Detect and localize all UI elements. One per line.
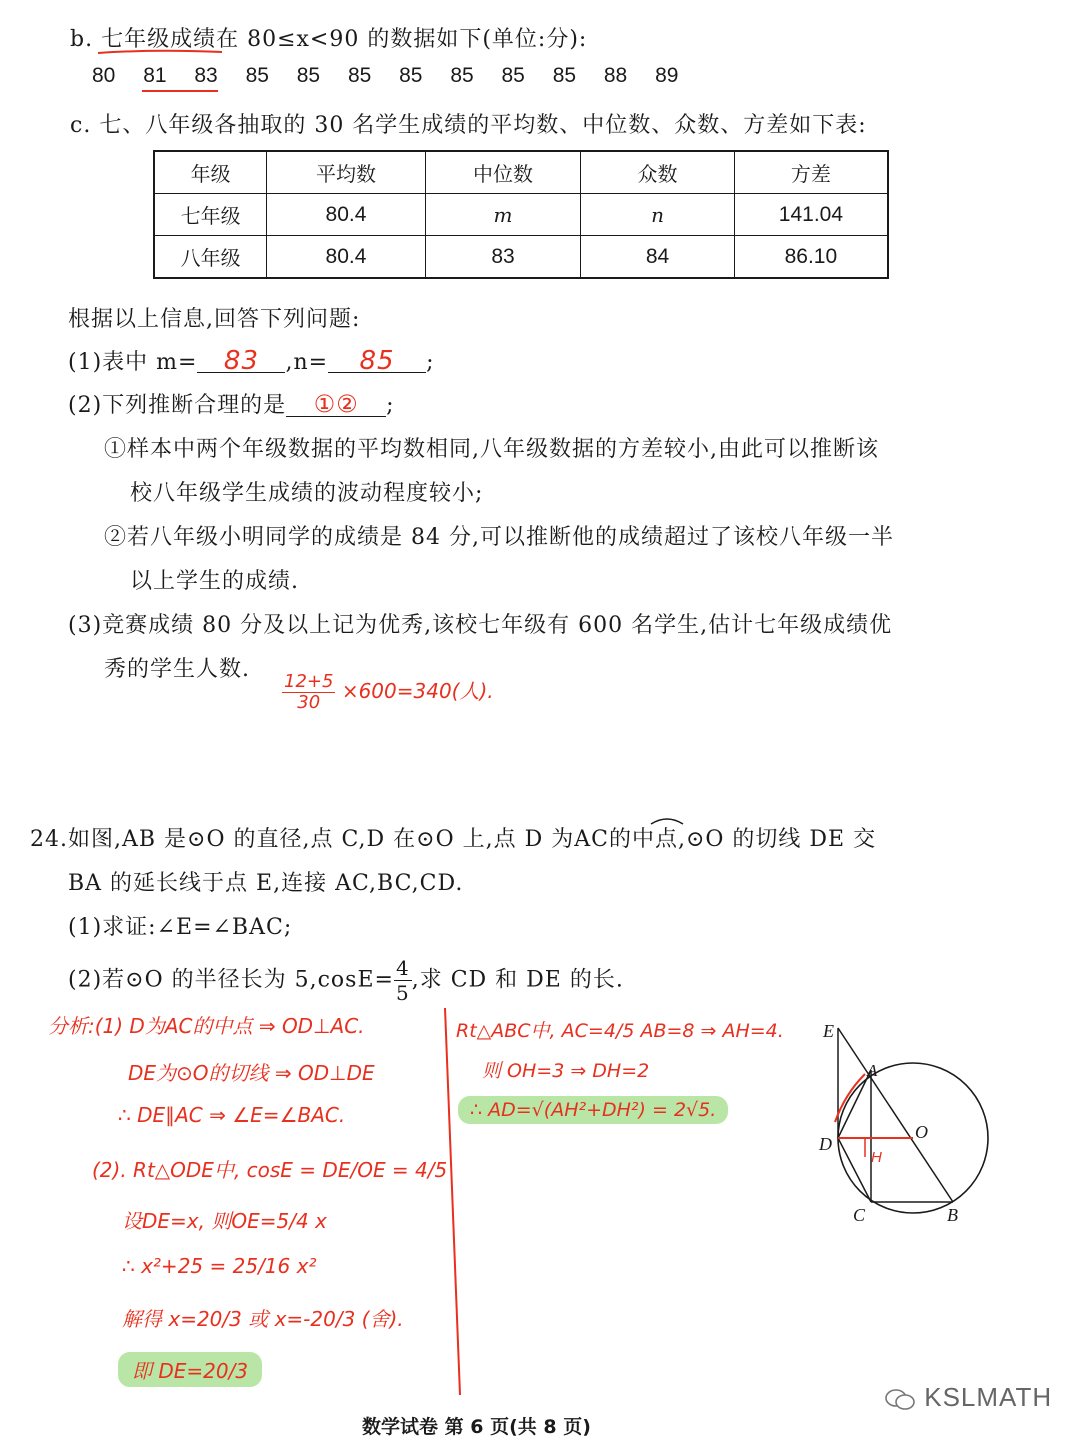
table-header: 平均数 [267, 151, 426, 194]
cos-denominator: 5 [395, 981, 410, 1005]
problem-24-line2: BA 的延长线于点 E,连接 AC,BC,CD. [68, 871, 464, 896]
option-1-line1: ①样本中两个年级数据的平均数相同,八年级数据的方差较小,由此可以推断该 [104, 437, 879, 462]
cos-fraction [394, 956, 412, 1005]
table-cell: 86.10 [734, 236, 888, 279]
solution-left-line: 设DE=x, 则OE=5/4 x [122, 1209, 327, 1233]
data-value: 85 [347, 64, 372, 87]
data-value: 85 [245, 64, 269, 87]
option-2-line2: 以上学生的成绩. [130, 569, 299, 594]
q1-prefix: (1)表中 m= [68, 350, 198, 375]
stats-table [153, 150, 889, 279]
question-1 [68, 345, 434, 376]
watermark [884, 1382, 1052, 1413]
chord-cd [838, 1138, 871, 1202]
option-1-line2: 校八年级学生成绩的波动程度较小; [130, 481, 484, 506]
part-c-line [70, 108, 867, 139]
q3-fraction-denominator: 30 [297, 692, 321, 713]
q2-end: ; [386, 393, 395, 418]
m-answer-blank [197, 346, 285, 376]
solution-left-line: ∴ x²+25 = 25/16 x² [122, 1254, 317, 1278]
table-cell: 141.04 [734, 194, 888, 236]
data-value: 89 [655, 64, 679, 87]
q1-mid: ,n= [285, 350, 329, 375]
table-header: 年级 [154, 151, 267, 194]
question-3-line1: (3)竞赛成绩 80 分及以上记为优秀,该校七年级有 600 名学生,估计七年级成绩优 [68, 613, 893, 638]
option-2-line1: ②若八年级小明同学的成绩是 84 分,可以推断他的成绩超过了该校八年级一半 [104, 525, 894, 550]
label-c: C [853, 1205, 866, 1225]
solution-left-final: 即 DE=20/3 [118, 1352, 262, 1387]
part-b-text: 七年级成绩在 80≤x<90 的数据如下(单位:分): [101, 27, 588, 52]
solution-left-line: DE为⊙O的切线 ⇒ OD⊥DE [128, 1061, 375, 1085]
cos-numerator: 4 [395, 956, 410, 980]
data-value: 80 [92, 64, 116, 87]
solution-right-line: 则 OH=3 ⇒ DH=2 [482, 1060, 650, 1082]
underline-mark [96, 48, 226, 56]
label-a: A [867, 1061, 878, 1080]
label-o: O [915, 1122, 928, 1142]
table-header: 方差 [734, 151, 888, 194]
label-d: D [819, 1134, 832, 1154]
table-cell: n [581, 194, 735, 236]
page-footer: 数学试卷 第 6 页(共 8 页) [362, 1416, 591, 1438]
q1-end: ; [426, 350, 435, 375]
table-cell: m [425, 194, 581, 236]
table-cell: 七年级 [154, 194, 267, 236]
table-cell: 八年级 [154, 236, 267, 279]
table-cell: 80.4 [267, 236, 426, 279]
solution-right-line: Rt△ABC中, AC=4/5 AB=8 ⇒ AH=4. [456, 1020, 784, 1042]
part2-suffix: ,求 CD 和 DE 的长. [411, 967, 624, 993]
label-h: H [871, 1149, 882, 1166]
table-cell: 83 [425, 236, 581, 279]
part-c-label: c. [70, 113, 92, 138]
solution-left-line: 分析:(1) D为AC的中点 ⇒ OD⊥AC. [48, 1014, 365, 1038]
label-b: B [947, 1205, 958, 1225]
underline-mark [140, 88, 220, 94]
question-3-line2: 秀的学生人数. [104, 657, 250, 682]
arc-symbol [648, 814, 686, 826]
table-header-row [154, 151, 888, 194]
data-value: 85 [552, 64, 577, 87]
handwritten-divider [440, 1005, 466, 1400]
part2-prefix: (2)若⊙O 的半径长为 5,cosE= [68, 967, 394, 993]
data-value: 81 [143, 64, 167, 87]
q3-handwritten-answer [282, 672, 494, 713]
data-value: 85 [399, 64, 423, 87]
q3-fraction [282, 672, 335, 713]
geometry-figure [805, 1010, 1010, 1235]
m-answer: 83 [223, 346, 259, 376]
solution-left-line: ∴ DE∥AC ⇒ ∠E=∠BAC. [118, 1103, 346, 1127]
problem-24-part1: (1)求证:∠E=∠BAC; [68, 915, 293, 940]
chat-bubble-icon [884, 1386, 916, 1412]
question-2 [68, 388, 395, 419]
label-e: E [823, 1021, 834, 1041]
q3-result: ×600=340(人). [341, 679, 494, 703]
q2-answer-blank [286, 390, 386, 417]
watermark-text: KSLMATH [924, 1382, 1053, 1412]
data-value: 85 [296, 64, 321, 87]
table-row [154, 236, 888, 279]
table-row [154, 194, 888, 236]
data-value: 88 [603, 64, 628, 87]
part-c-text: 七、八年级各抽取的 30 名学生成绩的平均数、中位数、众数、方差如下表: [99, 113, 867, 138]
table-cell: 84 [581, 236, 735, 279]
n-answer: 85 [359, 346, 395, 376]
problem-24-line1: 24.如图,AB 是⊙O 的直径,点 C,D 在⊙O 上,点 D 为AC的中点,⊙O 的切线 DE 交 [30, 827, 877, 852]
table-header: 中位数 [425, 151, 581, 194]
problem-24-part2 [68, 956, 624, 1005]
data-value: 85 [501, 64, 525, 87]
n-answer-blank [328, 346, 426, 376]
solution-left-line: 解得 x=20/3 或 x=-20/3 (舍). [122, 1307, 404, 1331]
questions-intro: 根据以上信息,回答下列问题: [68, 307, 361, 332]
table-cell: 80.4 [267, 194, 426, 236]
data-value: 83 [194, 64, 218, 87]
line-eb [838, 1028, 953, 1202]
q2-answer: ①② [313, 390, 359, 418]
q2-prefix: (2)下列推断合理的是 [68, 393, 287, 418]
data-value: 85 [450, 64, 474, 87]
part-b-values [92, 64, 706, 88]
q3-fraction-numerator: 12+5 [284, 671, 334, 692]
table-header: 众数 [581, 151, 735, 194]
part-b-label: b. [70, 27, 94, 52]
solution-right-final: ∴ AD=√(AH²+DH²) = 2√5. [458, 1096, 728, 1124]
solution-left-line: (2). Rt△ODE中, cosE = DE/OE = 4/5 [92, 1158, 448, 1182]
